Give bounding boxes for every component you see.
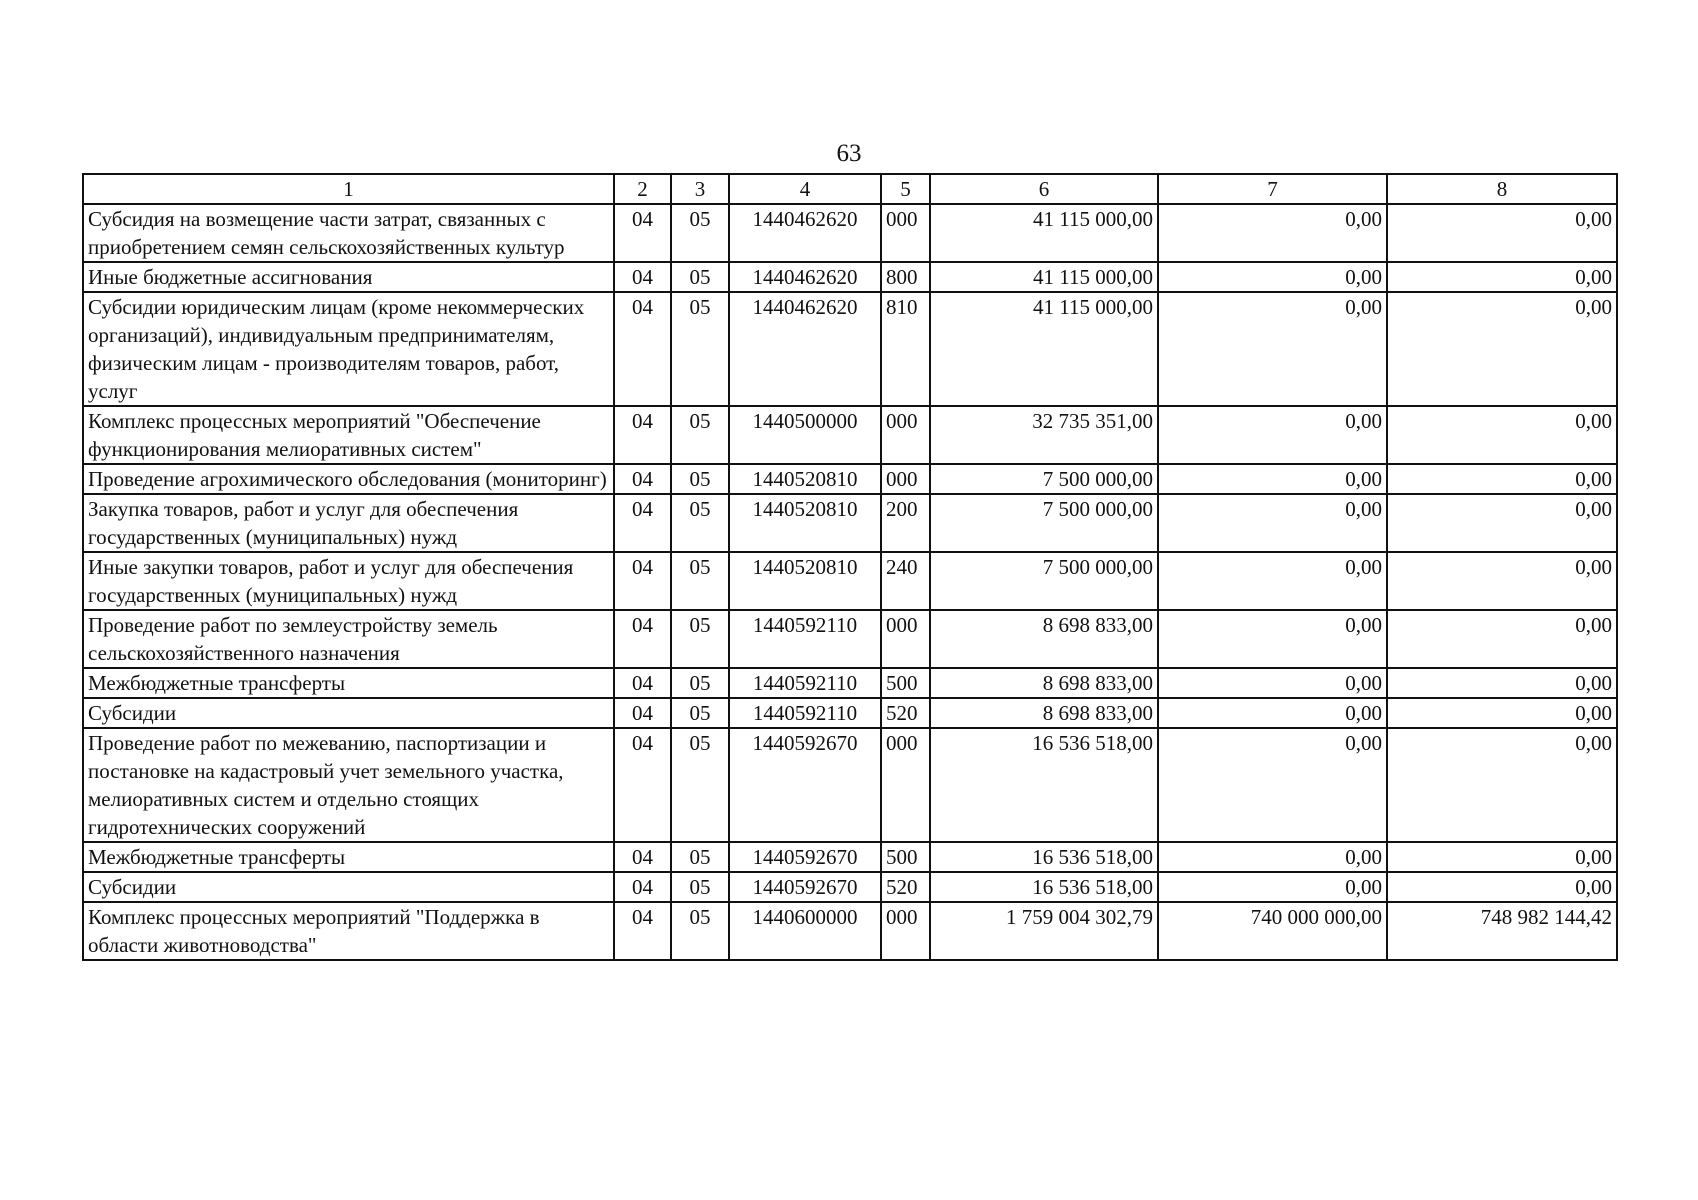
target-article-cell: 1440462620 (729, 204, 881, 262)
column-header-2: 2 (614, 174, 671, 204)
amount-col6-cell: 16 536 518,00 (930, 728, 1158, 842)
row-name-cell: Комплекс процессных мероприятий "Поддержка в области животноводства" (83, 902, 614, 960)
table-row (83, 464, 1617, 494)
section-code-cell: 04 (614, 406, 671, 464)
amount-col8-cell: 0,00 (1387, 262, 1617, 292)
expense-type-cell: 000 (881, 728, 930, 842)
target-article-cell: 1440592110 (729, 698, 881, 728)
row-name-cell: Субсидии (83, 872, 614, 902)
amount-col7-cell: 0,00 (1158, 668, 1387, 698)
target-article-cell: 1440592670 (729, 842, 881, 872)
table-row (83, 842, 1617, 872)
amount-col6-cell: 8 698 833,00 (930, 668, 1158, 698)
amount-col8-cell: 0,00 (1387, 728, 1617, 842)
table-row (83, 698, 1617, 728)
subsection-code-cell: 05 (671, 262, 729, 292)
subsection-code-cell: 05 (671, 464, 729, 494)
amount-col8-cell: 0,00 (1387, 204, 1617, 262)
amount-col8-cell: 0,00 (1387, 292, 1617, 406)
amount-col8-cell: 0,00 (1387, 872, 1617, 902)
subsection-code-cell: 05 (671, 292, 729, 406)
target-article-cell: 1440592670 (729, 872, 881, 902)
section-code-cell: 04 (614, 668, 671, 698)
table-row (83, 292, 1617, 406)
row-name-cell: Комплекс процессных мероприятий "Обеспечение функционирования мелиоративных систем" (83, 406, 614, 464)
expense-type-cell: 000 (881, 464, 930, 494)
amount-col7-cell: 0,00 (1158, 262, 1387, 292)
expense-type-cell: 000 (881, 406, 930, 464)
amount-col8-cell: 0,00 (1387, 406, 1617, 464)
amount-col6-cell: 41 115 000,00 (930, 204, 1158, 262)
amount-col6-cell: 8 698 833,00 (930, 698, 1158, 728)
amount-col7-cell: 0,00 (1158, 494, 1387, 552)
amount-col8-cell: 0,00 (1387, 464, 1617, 494)
target-article-cell: 1440520810 (729, 494, 881, 552)
expense-type-cell: 240 (881, 552, 930, 610)
row-name-cell: Субсидия на возмещение части затрат, связанных с приобретением семян сельскохозяйственных культур (83, 204, 614, 262)
subsection-code-cell: 05 (671, 610, 729, 668)
subsection-code-cell: 05 (671, 872, 729, 902)
header-row (83, 174, 1617, 204)
subsection-code-cell: 05 (671, 668, 729, 698)
amount-col6-cell: 1 759 004 302,79 (930, 902, 1158, 960)
subsection-code-cell: 05 (671, 842, 729, 872)
amount-col6-cell: 41 115 000,00 (930, 262, 1158, 292)
amount-col7-cell: 0,00 (1158, 842, 1387, 872)
column-header-8: 8 (1387, 174, 1617, 204)
amount-col8-cell: 0,00 (1387, 668, 1617, 698)
target-article-cell: 1440600000 (729, 902, 881, 960)
section-code-cell: 04 (614, 204, 671, 262)
section-code-cell: 04 (614, 872, 671, 902)
amount-col6-cell: 41 115 000,00 (930, 292, 1158, 406)
expense-type-cell: 500 (881, 668, 930, 698)
section-code-cell: 04 (614, 494, 671, 552)
amount-col7-cell: 0,00 (1158, 464, 1387, 494)
row-name-cell: Субсидии (83, 698, 614, 728)
subsection-code-cell: 05 (671, 204, 729, 262)
row-name-cell: Проведение работ по землеустройству земель сельскохозяйственного назначения (83, 610, 614, 668)
subsection-code-cell: 05 (671, 406, 729, 464)
section-code-cell: 04 (614, 728, 671, 842)
row-name-cell: Межбюджетные трансферты (83, 668, 614, 698)
table-row (83, 204, 1617, 262)
row-name-cell: Субсидии юридическим лицам (кроме некоммерческих организаций), индивидуальным предпринимателям, физическим лицам - производителям товаров, работ, услуг (83, 292, 614, 406)
target-article-cell: 1440520810 (729, 552, 881, 610)
column-header-3: 3 (671, 174, 729, 204)
amount-col7-cell: 0,00 (1158, 292, 1387, 406)
table-body (83, 204, 1617, 960)
table-row (83, 872, 1617, 902)
amount-col7-cell: 0,00 (1158, 406, 1387, 464)
column-header-5: 5 (881, 174, 930, 204)
column-header-6: 6 (930, 174, 1158, 204)
page-number: 63 (836, 140, 862, 167)
subsection-code-cell: 05 (671, 902, 729, 960)
table-row (83, 552, 1617, 610)
section-code-cell: 04 (614, 262, 671, 292)
table-row (83, 262, 1617, 292)
amount-col6-cell: 7 500 000,00 (930, 464, 1158, 494)
table-row (83, 494, 1617, 552)
row-name-cell: Иные бюджетные ассигнования (83, 262, 614, 292)
section-code-cell: 04 (614, 464, 671, 494)
expense-type-cell: 000 (881, 902, 930, 960)
section-code-cell: 04 (614, 552, 671, 610)
expense-type-cell: 520 (881, 872, 930, 902)
section-code-cell: 04 (614, 610, 671, 668)
target-article-cell: 1440592110 (729, 668, 881, 698)
section-code-cell: 04 (614, 292, 671, 406)
amount-col6-cell: 7 500 000,00 (930, 552, 1158, 610)
table-row (83, 610, 1617, 668)
amount-col6-cell: 7 500 000,00 (930, 494, 1158, 552)
target-article-cell: 1440500000 (729, 406, 881, 464)
budget-table (82, 173, 1618, 961)
expense-type-cell: 000 (881, 204, 930, 262)
subsection-code-cell: 05 (671, 728, 729, 842)
row-name-cell: Иные закупки товаров, работ и услуг для обеспечения государственных (муниципальных) нужд (83, 552, 614, 610)
amount-col6-cell: 8 698 833,00 (930, 610, 1158, 668)
amount-col6-cell: 16 536 518,00 (930, 842, 1158, 872)
table-row (83, 668, 1617, 698)
amount-col8-cell: 0,00 (1387, 552, 1617, 610)
expense-type-cell: 000 (881, 610, 930, 668)
amount-col7-cell: 0,00 (1158, 204, 1387, 262)
section-code-cell: 04 (614, 902, 671, 960)
amount-col7-cell: 0,00 (1158, 728, 1387, 842)
amount-col7-cell: 0,00 (1158, 698, 1387, 728)
amount-col7-cell: 0,00 (1158, 610, 1387, 668)
target-article-cell: 1440462620 (729, 292, 881, 406)
amount-col6-cell: 32 735 351,00 (930, 406, 1158, 464)
expense-type-cell: 500 (881, 842, 930, 872)
target-article-cell: 1440462620 (729, 262, 881, 292)
column-header-1: 1 (83, 174, 614, 204)
section-code-cell: 04 (614, 842, 671, 872)
amount-col7-cell: 0,00 (1158, 872, 1387, 902)
subsection-code-cell: 05 (671, 552, 729, 610)
column-header-7: 7 (1158, 174, 1387, 204)
amount-col8-cell: 0,00 (1387, 494, 1617, 552)
row-name-cell: Закупка товаров, работ и услуг для обеспечения государственных (муниципальных) нужд (83, 494, 614, 552)
target-article-cell: 1440520810 (729, 464, 881, 494)
section-code-cell: 04 (614, 698, 671, 728)
column-header-4: 4 (729, 174, 881, 204)
subsection-code-cell: 05 (671, 494, 729, 552)
target-article-cell: 1440592110 (729, 610, 881, 668)
amount-col8-cell: 0,00 (1387, 842, 1617, 872)
row-name-cell: Проведение агрохимического обследования (мониторинг) (83, 464, 614, 494)
expense-type-cell: 800 (881, 262, 930, 292)
amount-col8-cell: 0,00 (1387, 610, 1617, 668)
amount-col8-cell: 748 982 144,42 (1387, 902, 1617, 960)
amount-col6-cell: 16 536 518,00 (930, 872, 1158, 902)
amount-col7-cell: 740 000 000,00 (1158, 902, 1387, 960)
subsection-code-cell: 05 (671, 698, 729, 728)
table-row (83, 728, 1617, 842)
table-row (83, 406, 1617, 464)
target-article-cell: 1440592670 (729, 728, 881, 842)
amount-col7-cell: 0,00 (1158, 552, 1387, 610)
table-row (83, 902, 1617, 960)
expense-type-cell: 810 (881, 292, 930, 406)
row-name-cell: Проведение работ по межеванию, паспортизации и постановке на кадастровый учет земельного участка, мелиоративных систем и отдельно стоящих гидротехнических сооружений (83, 728, 614, 842)
amount-col8-cell: 0,00 (1387, 698, 1617, 728)
expense-type-cell: 520 (881, 698, 930, 728)
row-name-cell: Межбюджетные трансферты (83, 842, 614, 872)
expense-type-cell: 200 (881, 494, 930, 552)
